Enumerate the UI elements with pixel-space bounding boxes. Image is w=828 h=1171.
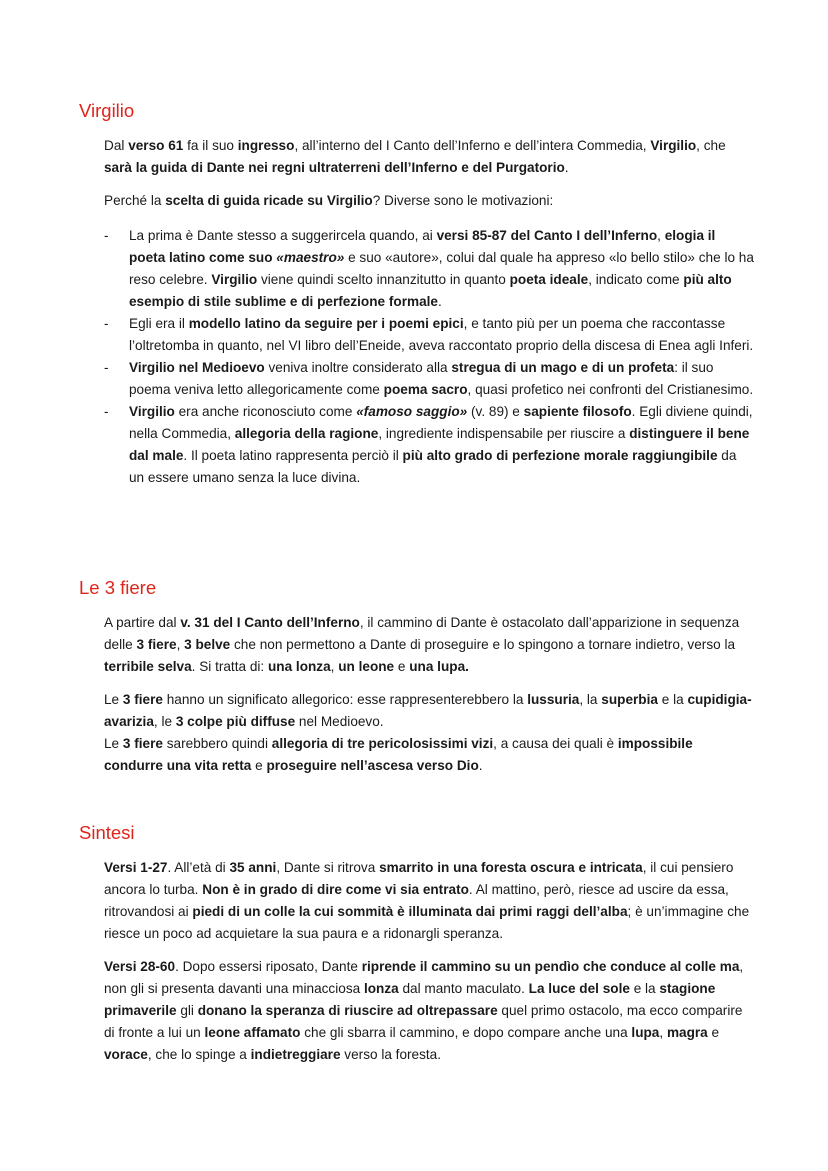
- virgilio-reasons-list: [104, 225, 754, 489]
- sintesi-body: [104, 857, 754, 1066]
- paragraph: A partire dal v. 31 del I Canto dell’Inferno, il cammino di Dante è ostacolato dall’apparizione in sequenza delle 3 fiere, 3 belve che non permettono a Dante di proseguire e lo spingono a tornare indietro, verso la terribile selva. Si tratta di: una lonza, un leone e una lupa.: [104, 615, 740, 674]
- list-item: - Virgilio era anche riconosciuto come «famoso saggio» (v. 89) e sapiente filosofo. Egli diviene quindi, nella Commedia, allegoria della ragione, ingrediente indispensabile per riuscire a distinguere il bene dal male. Il poeta latino rappresenta perciò il più alto grado di perfezione morale raggiungibile da un essere umano senza la luce divina.: [104, 401, 754, 489]
- paragraph: Versi 1-27. All’età di 35 anni, Dante si ritrova smarrito in una foresta oscura e intricata, il cui pensiero ancora lo turba. Non è in grado di dire come vi sia entrato. Al mattino, però, riesce ad uscire da essa, ritrovandosi ai piedi di un colle la cui sommità è illuminata dai primi raggi dell’alba; è un’immagine che riesce un poco ad acquietare la sua paura e a ridonargli speranza.: [104, 860, 750, 941]
- section-title-fiere: Le 3 fiere: [79, 577, 157, 598]
- section-title-virgilio: Virgilio: [79, 100, 135, 121]
- section-title-sintesi: Sintesi: [79, 822, 135, 843]
- fiere-body: [104, 612, 754, 777]
- virgilio-intro: [104, 135, 754, 212]
- list-item: - Egli era il modello latino da seguire per i poemi epici, e tanto più per un poema che raccontasse l’oltretomba in quanto, nel VI libro dell’Eneide, aveva raccontato proprio della discesa di Enea agli Inferi.: [104, 313, 754, 357]
- paragraph: Versi 28-60. Dopo essersi riposato, Dante riprende il cammino su un pendìo che conduce al colle ma, non gli si presenta davanti una minacciosa lonza dal manto maculato. La luce del sole e la stagione primaverile gli donano la speranza di riuscire ad oltrepassare quel primo ostacolo, ma ecco comparire di fronte a lui un leone affamato che gli sbarra il cammino, e dopo compare anche una lupa, magra e vorace, che lo spinge a indietreggiare verso la foresta.: [104, 959, 744, 1062]
- list-item: - La prima è Dante stesso a suggerircela quando, ai versi 85-87 del Canto I dell’Inferno, elogia il poeta latino come suo «maestro» e suo «autore», colui dal quale ha appreso «lo bello stilo» che lo ha reso celebre. Virgilio viene quindi scelto innanzitutto in quanto poeta ideale, indicato come più alto esempio di stile sublime e di perfezione formale.: [104, 225, 754, 313]
- paragraph: Dal verso 61 fa il suo ingresso, all’interno del I Canto dell’Inferno e dell’intera Commedia, Virgilio, che sarà la guida di Dante nei regni ultraterreni dell’Inferno e del Purgatorio.: [104, 138, 726, 175]
- paragraph: Le 3 fiere hanno un significato allegorico: esse rappresenterebbero la lussuria, la superbia e la cupidigia-avarizia, le 3 colpe più diffuse nel Medioevo. Le 3 fiere sarebbero quindi allegoria di tre pericolosissimi vizi, a causa dei quali è impossibile condurre una vita retta e proseguire nell’ascesa verso Dio.: [104, 692, 752, 773]
- list-item: - Virgilio nel Medioevo veniva inoltre considerato alla stregua di un mago e di un profeta: il suo poema veniva letto allegoricamente come poema sacro, quasi profetico nei confronti del Cristianesimo.: [104, 357, 754, 401]
- paragraph: Perché la scelta di guida ricade su Virgilio? Diverse sono le motivazioni:: [104, 193, 554, 208]
